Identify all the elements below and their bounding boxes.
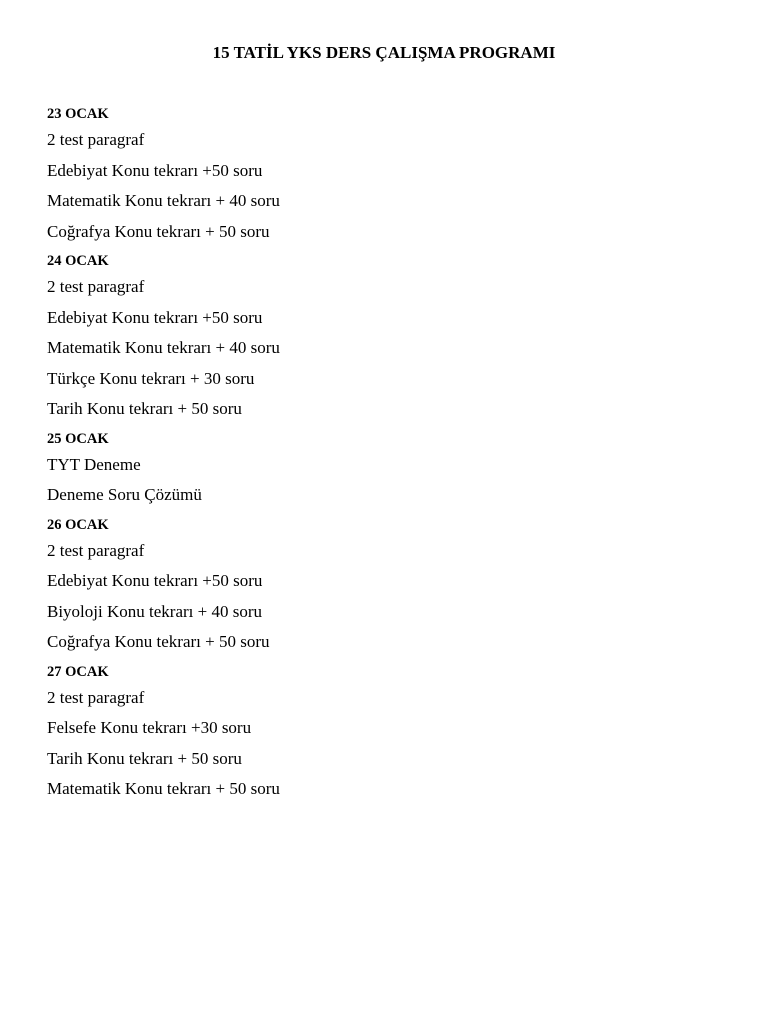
day-heading: 26 OCAK bbox=[47, 516, 109, 533]
day-heading: 27 OCAK bbox=[47, 663, 109, 680]
task-item: Coğrafya Konu tekrarı + 50 soru bbox=[47, 221, 270, 241]
task-item: Edebiyat Konu tekrarı +50 soru bbox=[47, 160, 263, 180]
task-item: 2 test paragraf bbox=[47, 277, 145, 296]
day-heading: 25 OCAK bbox=[47, 430, 109, 447]
day-section-26-ocak bbox=[47, 515, 727, 662]
schedule-content bbox=[47, 104, 727, 809]
task-item: Tarih Konu tekrarı + 50 soru bbox=[47, 748, 242, 768]
day-heading: 24 OCAK bbox=[47, 253, 109, 269]
day-section-27-ocak bbox=[47, 662, 727, 809]
task-item: Coğrafya Konu tekrarı + 50 soru bbox=[47, 632, 270, 651]
task-item: 2 test paragraf bbox=[47, 540, 145, 560]
task-list bbox=[47, 687, 727, 809]
task-item: Türkçe Konu tekrarı + 30 soru bbox=[47, 368, 255, 388]
task-list bbox=[47, 276, 727, 429]
task-item: Deneme Soru Çözümü bbox=[47, 485, 202, 504]
task-item: Biyoloji Konu tekrarı + 40 soru bbox=[47, 601, 262, 621]
task-item: Edebiyat Konu tekrarı +50 soru bbox=[47, 571, 263, 590]
task-list bbox=[47, 129, 727, 251]
task-item: 2 test paragraf bbox=[47, 130, 145, 149]
task-item: Tarih Konu tekrarı + 50 soru bbox=[47, 399, 242, 418]
task-list bbox=[47, 454, 727, 515]
day-section-25-ocak bbox=[47, 429, 727, 515]
task-item: 2 test paragraf bbox=[47, 687, 145, 707]
document-title: 15 TATİL YKS DERS ÇALIŞMA PROGRAMI bbox=[212, 43, 556, 62]
task-item: Felsefe Konu tekrarı +30 soru bbox=[47, 718, 252, 737]
day-section-24-ocak bbox=[47, 251, 727, 429]
task-item: Matematik Konu tekrarı + 40 soru bbox=[47, 338, 280, 357]
day-heading: 23 OCAK bbox=[47, 106, 109, 122]
task-item: Matematik Konu tekrarı + 40 soru bbox=[47, 191, 280, 210]
task-item: Edebiyat Konu tekrarı +50 soru bbox=[47, 307, 263, 327]
day-section-23-ocak bbox=[47, 104, 727, 251]
task-list bbox=[47, 540, 727, 662]
task-item: Matematik Konu tekrarı + 50 soru bbox=[47, 779, 280, 798]
task-item: TYT Deneme bbox=[47, 454, 141, 474]
